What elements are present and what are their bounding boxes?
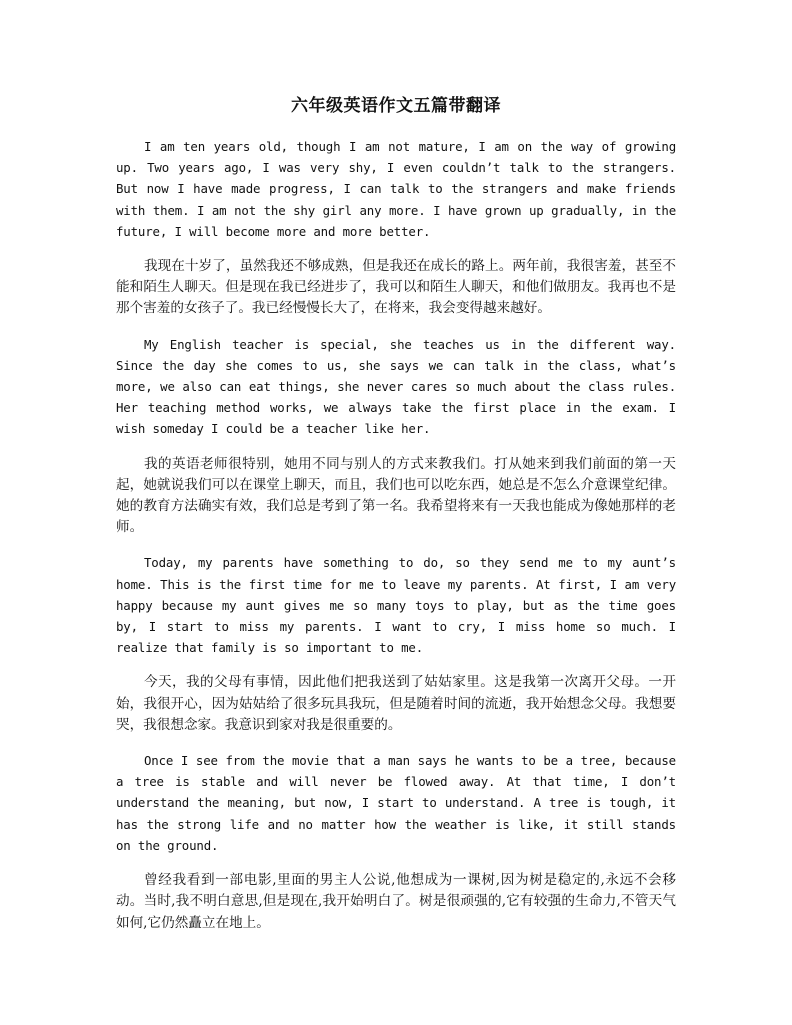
paragraph-english-4: Once I see from the movie that a man says he wants to be a tree, because a tree is stable and will never be flowed away. At that time, I don’t understand the meaning, but now, I start to understand. A tree is tough, it has the strong life and no matter how the weather is like, it still stands on the ground. bbox=[116, 753, 676, 853]
paragraph-english-2: My English teacher is special, she teaches us in the different way. Since the day she comes to us, she says we can talk in the class, what’s more, we also can eat things, she never cares so much about the class rules. Her teaching method works, we always take the first place in the exam. I wish someday I could be a teacher like her. bbox=[116, 336, 676, 437]
paragraph-english-3: Today, my parents have something to do, so they send me to my aunt’s home. This is the first time for me to leave my parents. At first, I am very happy because my aunt gives me so many toys to play, but as the time goes by, I start to miss my parents. I want to cry, I miss home so much. I realize that family is so important to me. bbox=[116, 555, 676, 656]
paragraph-english-1: I am ten years old, though I am not mature, I am on the way of growing up. Two years ago, I was very shy, I even couldn’t talk to the strangers. But now I have made progress, I can talk to the strangers and make friends with them. I am not the shy girl any more. I have grown up gradually, in the future, I will become more and more better. bbox=[116, 139, 676, 239]
paragraph-chinese-2: 我的英语老师很特别，她用不同与别人的方式来教我们。打从她来到我们前面的第一天起，她就说我们可以在课堂上聊天，而且，我们也可以吃东西，她总是不怎么介意课堂纪律。她的教育方法确实有效，我们总是考到了第一名。我希望将来有一天我也能成为像她那样的老师。 bbox=[116, 455, 676, 536]
document-page bbox=[116, 94, 676, 948]
document-title: 六年级英语作文五篇带翻译 bbox=[291, 96, 501, 116]
paragraph-chinese-1: 我现在十岁了，虽然我还不够成熟，但是我还在成长的路上。两年前，我很害羞，甚至不能和陌生人聊天。但是现在我已经进步了，我可以和陌生人聊天，和他们做朋友。我再也不是那个害羞的女孩子了。我已经慢慢长大了，在将来，我会变得越来越好。 bbox=[116, 258, 676, 317]
paragraph-chinese-4: 曾经我看到一部电影,里面的男主人公说,他想成为一课树,因为树是稳定的,永远不会移动。当时,我不明白意思,但是现在,我开始明白了。树是很顽强的,它有较强的生命力,不管天气如何,它仍然矗立在地上。 bbox=[116, 872, 676, 931]
paragraph-chinese-3: 今天，我的父母有事情，因此他们把我送到了姑姑家里。这是我第一次离开父母。一开始，我很开心，因为姑姑给了很多玩具我玩，但是随着时间的流逝，我开始想念父母。我想要哭，我很想念家。我意识到家对我是很重要的。 bbox=[116, 674, 676, 733]
